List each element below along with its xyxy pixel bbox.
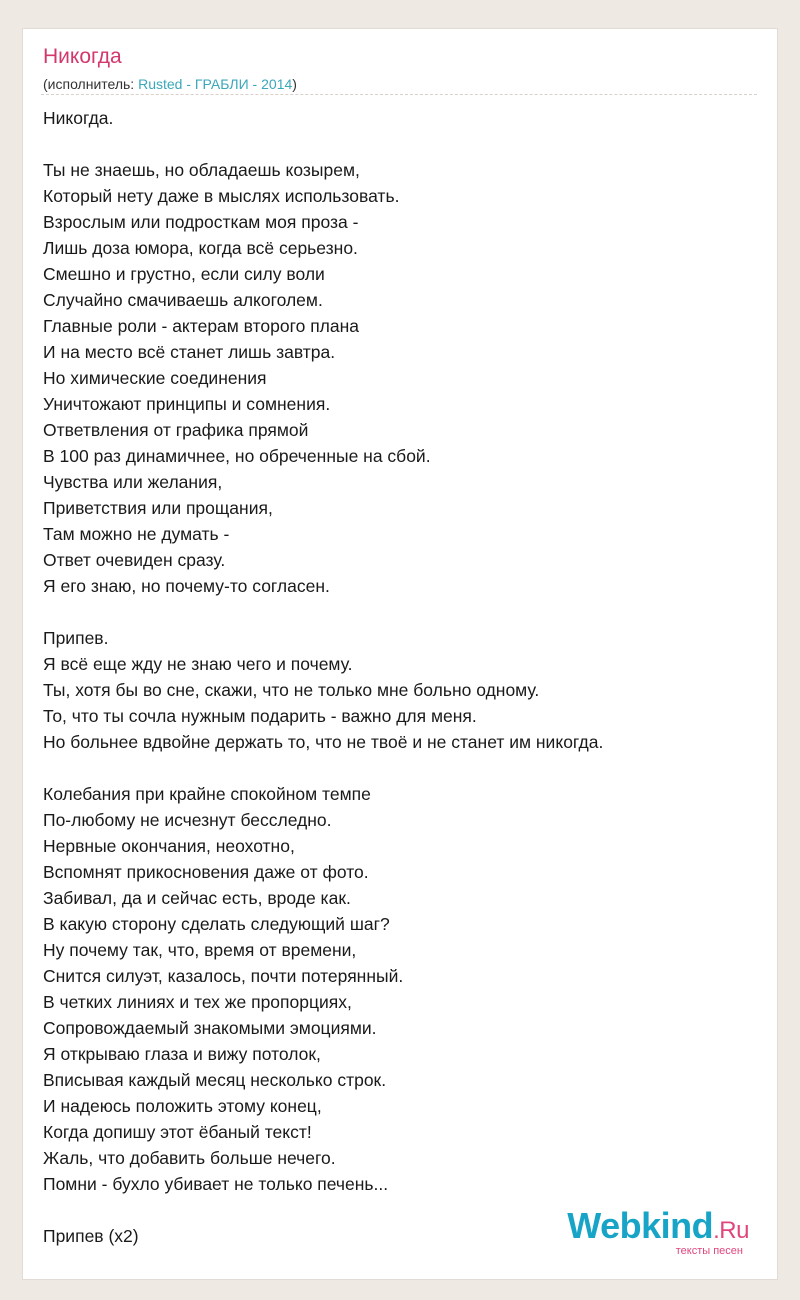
lyric-line: Ответ очевиден сразу. bbox=[43, 550, 226, 570]
lyric-line: Который нету даже в мыслях использовать. bbox=[43, 186, 400, 206]
song-meta bbox=[43, 75, 297, 93]
lyric-line: Там можно не думать - bbox=[43, 524, 230, 544]
logo-subtitle: тексты песен bbox=[675, 1245, 743, 1257]
lyric-line: Колебания при крайне спокойном темпе bbox=[43, 784, 371, 804]
title-divider bbox=[41, 94, 757, 95]
lyric-line: Жаль, что добавить больше нечего. bbox=[43, 1148, 336, 1168]
meta-suffix: ) bbox=[292, 76, 297, 92]
lyric-line: Припев (x2) bbox=[43, 1226, 139, 1246]
lyric-line: Ответвления от графика прямой bbox=[43, 420, 309, 440]
lyric-line: И надеюсь положить этому конец, bbox=[43, 1096, 322, 1116]
logo-wordmark bbox=[567, 1205, 749, 1249]
lyric-line: Когда допишу этот ёбаный текст! bbox=[43, 1122, 312, 1142]
lyrics-card bbox=[22, 28, 778, 1280]
lyric-line: И на место всё станет лишь завтра. bbox=[43, 342, 336, 362]
lyric-line: То, что ты сочла нужным подарить - важно для меня. bbox=[43, 706, 477, 726]
lyric-line: Я всё еще жду не знаю чего и почему. bbox=[43, 654, 353, 674]
lyric-line: Нервные окончания, неохотно, bbox=[43, 836, 295, 856]
lyric-line: Вспомнят прикосновения даже от фото. bbox=[43, 862, 369, 882]
album-link[interactable]: ГРАБЛИ bbox=[194, 76, 249, 92]
logo-domain-suffix: .Ru bbox=[713, 1217, 749, 1244]
year-link[interactable]: 2014 bbox=[261, 76, 293, 92]
artist-link[interactable]: Rusted bbox=[138, 76, 183, 92]
meta-prefix: (исполнитель: bbox=[43, 76, 139, 92]
lyric-line: Но химические соединения bbox=[43, 368, 267, 388]
lyric-line: Смешно и грустно, если силу воли bbox=[43, 264, 325, 284]
lyric-line: В четких линиях и тех же пропорциях, bbox=[43, 992, 352, 1012]
lyric-line: Но больнее вдвойне держать то, что не твоё и не станет им никогда. bbox=[43, 732, 604, 752]
lyric-line: В 100 раз динамичнее, но обреченные на сбой. bbox=[43, 446, 431, 466]
lyric-line: Забивал, да и сейчас есть, вроде как. bbox=[43, 888, 351, 908]
lyric-line: Ты не знаешь, но обладаешь козырем, bbox=[43, 160, 360, 180]
lyric-line: Чувства или желания, bbox=[43, 472, 223, 492]
lyric-line: Я его знаю, но почему-то согласен. bbox=[43, 576, 330, 596]
lyric-line: Снится силуэт, казалось, почти потерянный. bbox=[43, 966, 404, 986]
lyric-line: Приветствия или прощания, bbox=[43, 498, 273, 518]
lyric-line: Сопровождаемый знакомыми эмоциями. bbox=[43, 1018, 377, 1038]
lyric-line: Помни - бухло убивает не только печень... bbox=[43, 1174, 389, 1194]
site-logo[interactable] bbox=[567, 1205, 749, 1257]
lyric-line: Ты, хотя бы во сне, скажи, что не только мне больно одному. bbox=[43, 680, 540, 700]
stanza-gap bbox=[43, 131, 763, 157]
year-separator: - bbox=[248, 76, 262, 92]
song-title: Никогда bbox=[43, 45, 122, 68]
lyric-line: Случайно смачиваешь алкоголем. bbox=[43, 290, 323, 310]
lyrics-text bbox=[43, 105, 763, 1249]
lyric-line: По-любому не исчезнут бесследно. bbox=[43, 810, 332, 830]
lyric-line: Взрослым или подросткам моя проза - bbox=[43, 212, 359, 232]
lyric-line: Вписывая каждый месяц несколько строк. bbox=[43, 1070, 387, 1090]
lyric-line: Главные роли - актерам второго плана bbox=[43, 316, 360, 336]
stanza-gap bbox=[43, 599, 763, 625]
lyric-line: Лишь доза юмора, когда всё серьезно. bbox=[43, 238, 358, 258]
lyric-line: Ну почему так, что, время от времени, bbox=[43, 940, 357, 960]
lyric-line: В какую сторону сделать следующий шаг? bbox=[43, 914, 390, 934]
lyric-line: Я открываю глаза и вижу потолок, bbox=[43, 1044, 321, 1064]
logo-main-text: Webkind bbox=[567, 1205, 714, 1246]
lyric-line: Уничтожают принципы и сомнения. bbox=[43, 394, 331, 414]
lyric-line: Никогда. bbox=[43, 108, 114, 128]
lyric-line: Припев. bbox=[43, 628, 109, 648]
album-separator: - bbox=[182, 76, 195, 92]
stanza-gap bbox=[43, 755, 763, 781]
